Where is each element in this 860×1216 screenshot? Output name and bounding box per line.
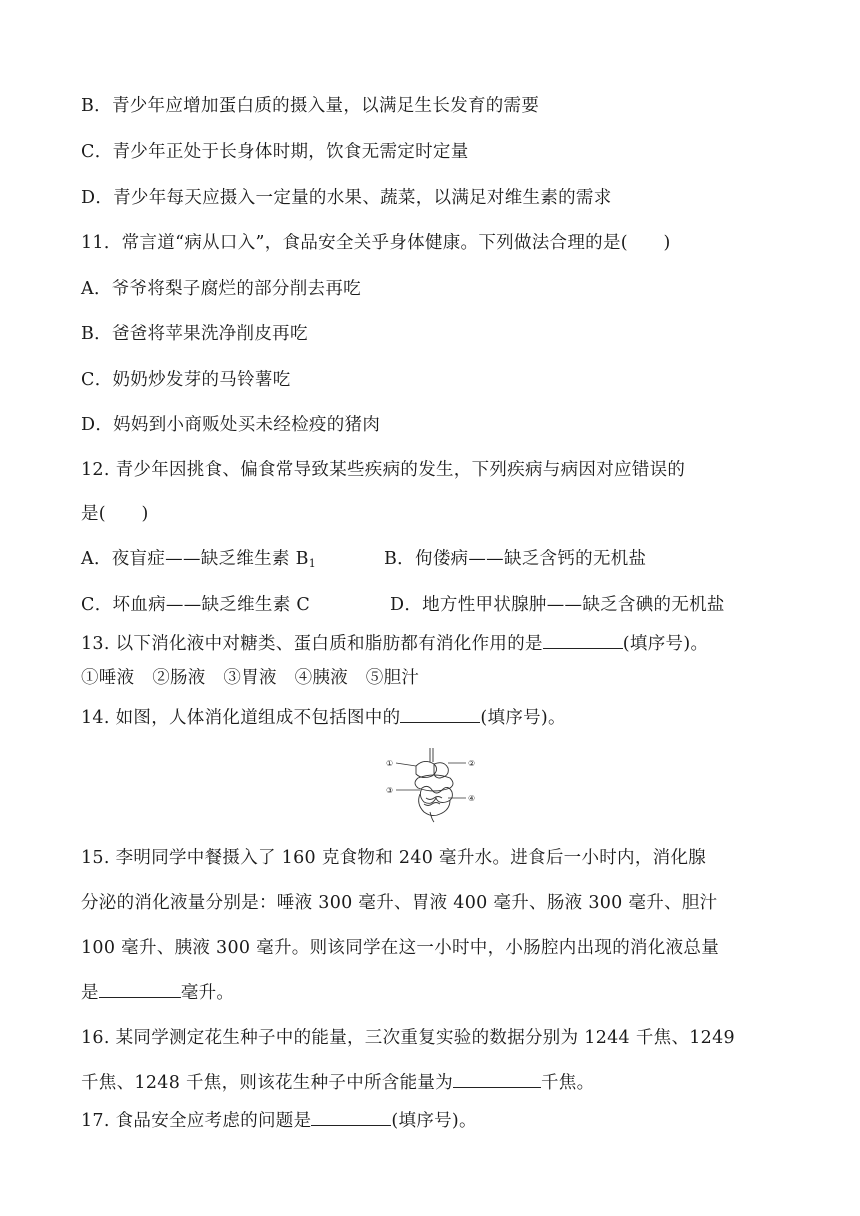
large-intestine-shape [415, 775, 453, 791]
q14-answer-blank[interactable] [400, 705, 480, 724]
q12-option-a: A．夜盲症——缺乏维生素 $B_1$ [81, 549, 317, 570]
figure-label-4: ④ [468, 794, 476, 803]
q10-option-d: D．青少年每天应摄入一定量的水果、蔬菜，以满足对维生素的需求 [81, 188, 612, 208]
esophagus-shape [430, 748, 433, 762]
rectum-shape [430, 812, 434, 822]
q10-option-b: B．青少年应增加蛋白质的摄入量，以满足生长发育的需要 [81, 96, 540, 116]
q16-answer-blank[interactable] [453, 1070, 541, 1089]
q16-line1: 16. 某同学测定花生种子中的能量，三次重复实验的数据分别为 1244 千焦、1249 [81, 1028, 735, 1048]
q11-option-c: C．奶奶炒发芽的马铃薯吃 [81, 370, 291, 390]
q11-option-d: D．妈妈到小商贩处买未经检疫的猪肉 [81, 415, 381, 435]
q10-option-c: C．青少年正处于长身体时期，饮食无需定时定量 [81, 142, 469, 162]
q11-option-b: B．爸爸将苹果洗净削皮再吃 [81, 324, 308, 344]
figure-label-3: ③ [386, 786, 394, 795]
q17-answer-blank[interactable] [311, 1108, 391, 1127]
q17-stem: 17. 食品安全应考虑的问题是 (填序号)。 [81, 1107, 477, 1132]
label-line-1 [396, 763, 416, 766]
q12-options-row1 [81, 545, 316, 570]
figure-label-2: ② [468, 759, 476, 768]
q15-line3: 100 毫升、胰液 300 毫升。则该同学在这一小时中，小肠腔内出现的消化液总量 [81, 938, 719, 958]
q16-line2: 千焦、1248 千焦，则该花生种子中所含能量为 千焦。 [81, 1069, 594, 1094]
q13-answer-blank[interactable] [543, 631, 623, 650]
q12-option-c: C．坏血病——缺乏维生素 C [81, 595, 311, 615]
q15-line2: 分泌的消化液量分别是：唾液 300 毫升、胃液 400 毫升、肠液 300 毫升、胆汁 [81, 893, 718, 913]
q13-stem: 13. 以下消化液中对糖类、蛋白质和脂肪都有消化作用的是 (填序号)。 [81, 630, 708, 655]
q15-answer-blank[interactable] [99, 980, 181, 999]
q12-option-a-subscript: 1 [308, 557, 317, 570]
figure-label-1: ① [386, 759, 394, 768]
q12-option-d: D．地方性甲状腺肿——缺乏含碘的无机盐 [390, 595, 725, 615]
q11-stem: 11．常言道“病从口入”，食品安全关乎身体健康。下列做法合理的是( ) [81, 233, 671, 253]
q11-option-a: A．爷爷将梨子腐烂的部分削去再吃 [81, 279, 361, 299]
digestive-system-figure [386, 748, 486, 832]
q15-line4: 是 毫升。 [81, 979, 234, 1004]
q12-stem-line2: 是( ) [81, 504, 149, 524]
q12-stem-line1: 12. 青少年因挑食、偏食常导致某些疾病的发生，下列疾病与病因对应错误的 [81, 460, 686, 480]
q14-stem: 14. 如图，人体消化道组成不包括图中的 (填序号)。 [81, 704, 566, 729]
digestive-system-diagram [386, 748, 486, 832]
q12-option-b: B．佝偻病——缺乏含钙的无机盐 [384, 549, 647, 569]
q15-line1: 15. 李明同学中餐摄入了 160 克食物和 240 毫升水。进食后一小时内，消化腺 [81, 848, 707, 868]
q13-options: ①唾液 ②肠液 ③胃液 ④胰液 ⑤胆汁 [81, 668, 420, 688]
